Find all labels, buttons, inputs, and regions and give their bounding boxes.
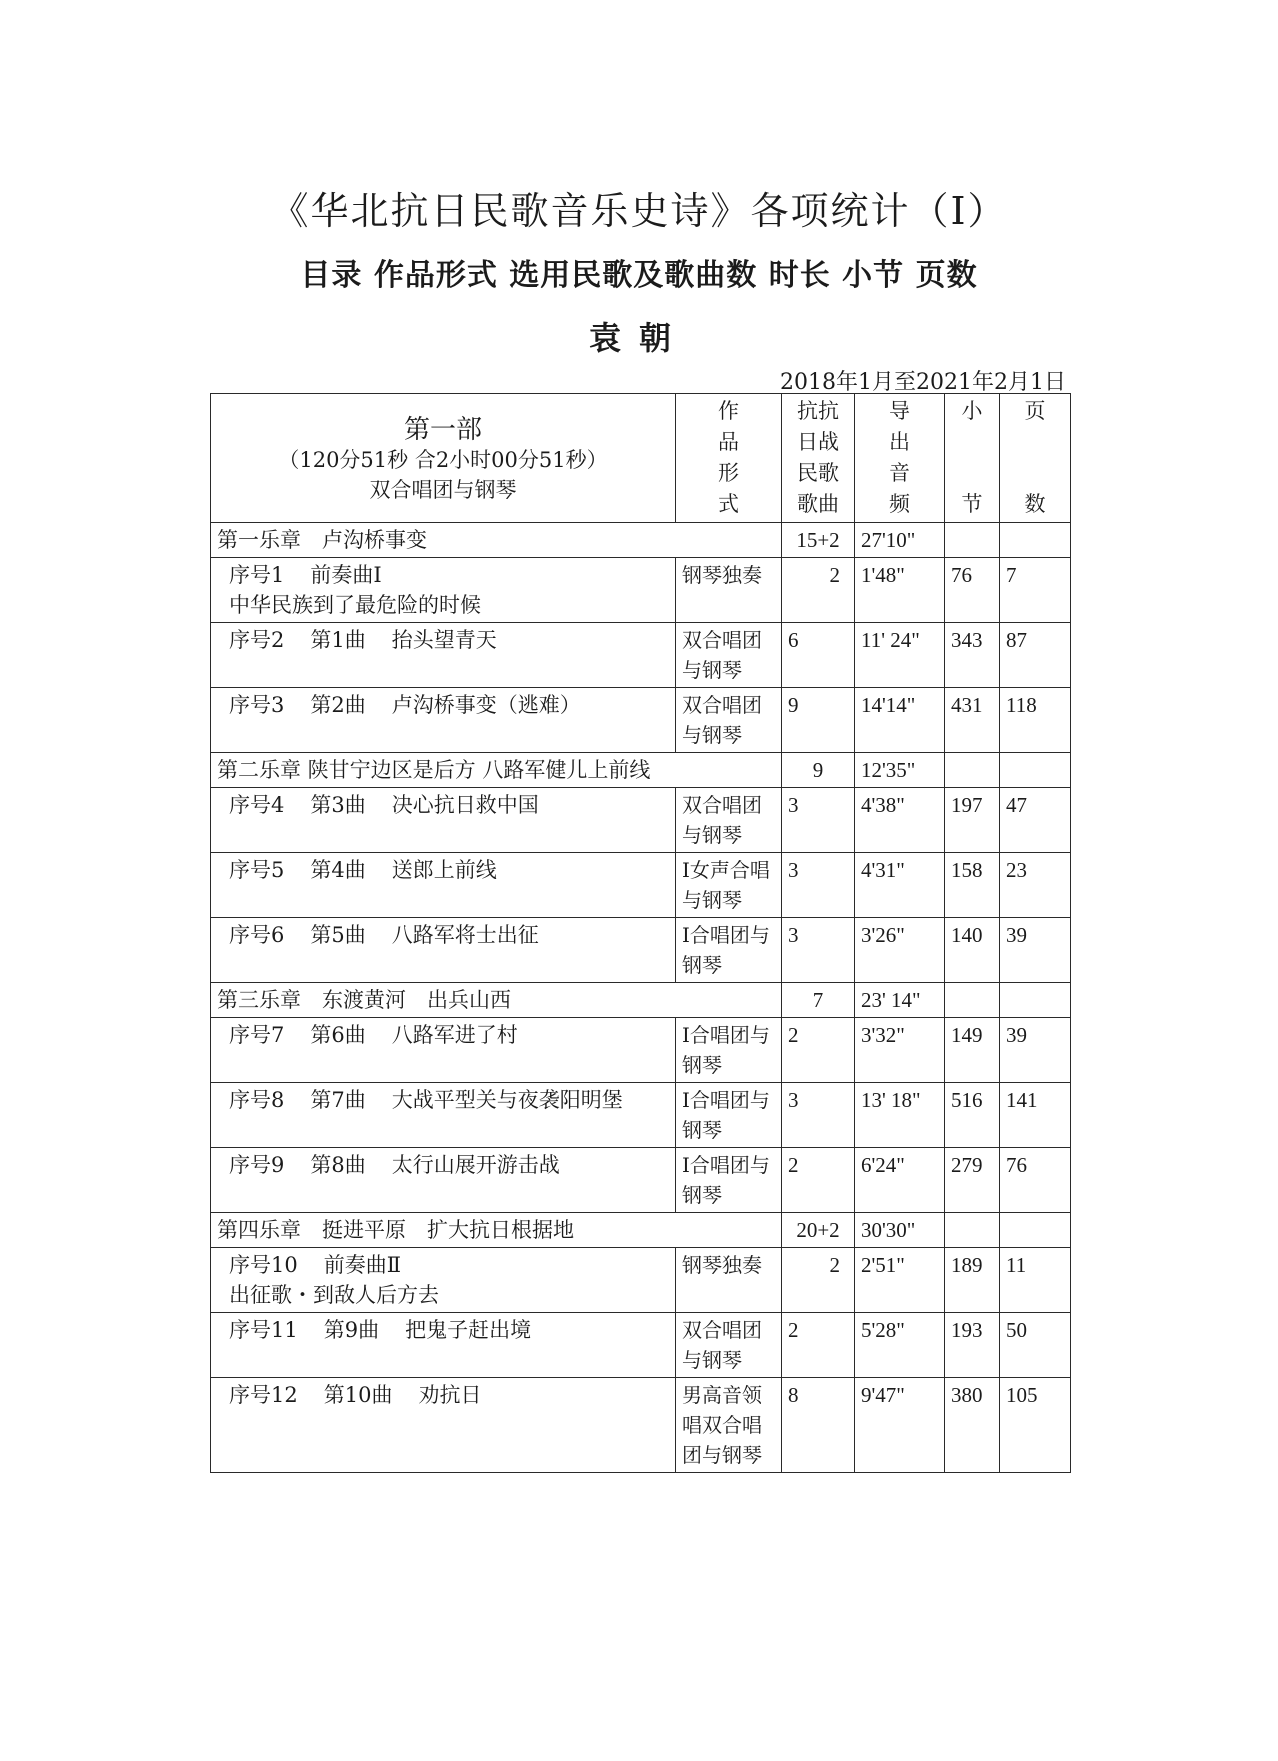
song-count: 2 — [782, 558, 855, 623]
song-bars: 189 — [945, 1248, 1000, 1313]
header-songs-line: 民歌 — [797, 461, 839, 485]
song-bars: 76 — [945, 558, 1000, 623]
song-pages: 50 — [1000, 1313, 1071, 1378]
song-count: 9 — [782, 688, 855, 753]
chapter-row — [211, 983, 1071, 1018]
song-name-cell — [211, 918, 676, 983]
header-form — [676, 394, 782, 523]
header-duration-char: 出 — [889, 430, 910, 454]
song-bars: 380 — [945, 1378, 1000, 1473]
song-count: 2 — [782, 1313, 855, 1378]
song-title: 太行山展开游击战 — [391, 1153, 560, 1177]
table-row — [211, 1083, 1071, 1148]
song-piece: 第4曲 — [310, 858, 366, 882]
chapter-title: 第二乐章 陕甘宁边区是后方 八路军健儿上前线 — [211, 753, 782, 788]
song-count: 2 — [782, 1248, 855, 1313]
song-seq: 序号3 — [229, 693, 285, 717]
song-name-cell — [211, 1018, 676, 1083]
header-pages — [1000, 394, 1071, 523]
song-duration: 4'31" — [855, 853, 945, 918]
song-seq: 序号1 — [229, 563, 285, 587]
song-piece: 第2曲 — [310, 693, 366, 717]
song-name-cell — [211, 1083, 676, 1148]
song-bars: 140 — [945, 918, 1000, 983]
table-row — [211, 1378, 1071, 1473]
header-duration — [855, 394, 945, 523]
table-row — [211, 1313, 1071, 1378]
song-title: 把鬼子赶出境 — [405, 1318, 532, 1342]
song-pages: 141 — [1000, 1083, 1071, 1148]
chapter-bars-empty — [945, 1213, 1000, 1248]
song-form: 双合唱团与钢琴 — [676, 623, 782, 688]
song-piece: 第7曲 — [310, 1088, 366, 1112]
song-duration: 1'48" — [855, 558, 945, 623]
song-name-cell — [211, 853, 676, 918]
chapter-pages-empty — [1000, 753, 1071, 788]
song-seq: 序号7 — [229, 1023, 285, 1047]
song-piece: 第1曲 — [310, 628, 366, 652]
chapter-title: 第一乐章 卢沟桥事变 — [211, 523, 782, 558]
table-row — [211, 558, 1071, 623]
header-bars-char: 小 — [961, 399, 983, 423]
table-row — [211, 1018, 1071, 1083]
song-piece: 第8曲 — [310, 1153, 366, 1177]
chapter-bars-empty — [945, 523, 1000, 558]
table-body — [211, 523, 1071, 1473]
song-count: 3 — [782, 1083, 855, 1148]
song-form: Ⅰ合唱团与钢琴 — [676, 1018, 782, 1083]
date-range: 2018年1月至2021年2月1日 — [780, 370, 1066, 395]
chapter-duration: 12'35" — [855, 753, 945, 788]
song-form: 男高音领唱双合唱团与钢琴 — [676, 1378, 782, 1473]
song-name-cell — [211, 1248, 676, 1313]
song-pages: 11 — [1000, 1248, 1071, 1313]
song-seq: 序号2 — [229, 628, 285, 652]
table-row — [211, 688, 1071, 753]
chapter-songs: 15+2 — [782, 523, 855, 558]
table-row — [211, 788, 1071, 853]
song-form: 钢琴独奏 — [676, 558, 782, 623]
header-songs-line: 日战 — [797, 430, 839, 454]
header-songs-line: 抗抗 — [797, 399, 839, 423]
part-title: 第一部 — [403, 415, 482, 445]
song-count: 6 — [782, 623, 855, 688]
song-duration: 6'24" — [855, 1148, 945, 1213]
chapter-row — [211, 523, 1071, 558]
song-title: 中华民族到了最危险的时候 — [229, 593, 481, 617]
header-bars-char: 节 — [961, 492, 983, 516]
chapter-duration: 23' 14" — [855, 983, 945, 1018]
song-count: 2 — [782, 1148, 855, 1213]
chapter-row — [211, 1213, 1071, 1248]
song-name-cell — [211, 623, 676, 688]
song-title: 抬头望青天 — [391, 628, 497, 652]
table-row — [211, 853, 1071, 918]
song-seq: 序号10 — [229, 1253, 298, 1277]
song-duration: 4'38" — [855, 788, 945, 853]
song-seq: 序号12 — [229, 1383, 298, 1407]
song-bars: 343 — [945, 623, 1000, 688]
header-songs — [782, 394, 855, 523]
song-pages: 76 — [1000, 1148, 1071, 1213]
table-row — [211, 918, 1071, 983]
song-seq: 序号4 — [229, 793, 285, 817]
header-row — [211, 394, 1071, 523]
song-count: 2 — [782, 1018, 855, 1083]
song-pages: 39 — [1000, 1018, 1071, 1083]
song-seq: 序号11 — [229, 1318, 298, 1342]
song-form: 双合唱团与钢琴 — [676, 788, 782, 853]
song-piece: 前奏曲Ⅰ — [310, 563, 382, 587]
song-bars: 431 — [945, 688, 1000, 753]
song-form: Ⅰ合唱团与钢琴 — [676, 1083, 782, 1148]
song-name-cell — [211, 1148, 676, 1213]
author-name: 袁朝 — [588, 319, 689, 357]
table-row — [211, 1248, 1071, 1313]
header-form-char: 式 — [718, 492, 739, 516]
song-form: 钢琴独奏 — [676, 1248, 782, 1313]
song-form: 双合唱团与钢琴 — [676, 1313, 782, 1378]
song-form: 双合唱团与钢琴 — [676, 688, 782, 753]
header-duration-char: 导 — [889, 399, 910, 423]
part-total-duration: （120分51秒 合2小时00分51秒） — [278, 448, 608, 472]
chapter-bars-empty — [945, 983, 1000, 1018]
song-pages: 23 — [1000, 853, 1071, 918]
song-form: Ⅰ合唱团与钢琴 — [676, 1148, 782, 1213]
song-bars: 158 — [945, 853, 1000, 918]
song-bars: 193 — [945, 1313, 1000, 1378]
song-pages: 118 — [1000, 688, 1071, 753]
chapter-row — [211, 753, 1071, 788]
song-title: 劝抗日 — [418, 1383, 482, 1407]
chapter-bars-empty — [945, 753, 1000, 788]
chapter-pages-empty — [1000, 983, 1071, 1018]
song-title: 出征歌・到敌人后方去 — [229, 1283, 439, 1307]
header-bars — [945, 394, 1000, 523]
song-pages: 87 — [1000, 623, 1071, 688]
song-name-cell — [211, 688, 676, 753]
chapter-pages-empty — [1000, 1213, 1071, 1248]
header-part — [211, 394, 676, 523]
song-seq: 序号8 — [229, 1088, 285, 1112]
song-duration: 3'32" — [855, 1018, 945, 1083]
chapter-pages-empty — [1000, 523, 1071, 558]
part-ensemble: 双合唱团与钢琴 — [369, 478, 517, 502]
document-subtitle: 目录 作品形式 选用民歌及歌曲数 时长 小节 页数 — [300, 258, 978, 293]
song-count: 8 — [782, 1378, 855, 1473]
song-duration: 2'51" — [855, 1248, 945, 1313]
song-duration: 11' 24" — [855, 623, 945, 688]
song-bars: 516 — [945, 1083, 1000, 1148]
song-bars: 149 — [945, 1018, 1000, 1083]
song-duration: 14'14" — [855, 688, 945, 753]
statistics-table — [210, 393, 1071, 1473]
song-seq: 序号5 — [229, 858, 285, 882]
song-name-cell — [211, 558, 676, 623]
song-bars: 279 — [945, 1148, 1000, 1213]
header-form-char: 作 — [718, 399, 739, 423]
song-name-cell — [211, 1313, 676, 1378]
song-pages: 105 — [1000, 1378, 1071, 1473]
song-pages: 7 — [1000, 558, 1071, 623]
song-title: 送郎上前线 — [391, 858, 497, 882]
song-form: Ⅰ女声合唱与钢琴 — [676, 853, 782, 918]
chapter-duration: 27'10" — [855, 523, 945, 558]
header-pages-char: 数 — [1024, 492, 1046, 516]
header-songs-line: 歌曲 — [797, 492, 839, 516]
header-duration-char: 频 — [889, 492, 910, 516]
song-duration: 3'26" — [855, 918, 945, 983]
table-row — [211, 623, 1071, 688]
song-piece: 第5曲 — [310, 923, 366, 947]
song-piece: 第6曲 — [310, 1023, 366, 1047]
song-duration: 9'47" — [855, 1378, 945, 1473]
song-pages: 47 — [1000, 788, 1071, 853]
song-form: Ⅰ合唱团与钢琴 — [676, 918, 782, 983]
song-title: 八路军进了村 — [391, 1023, 518, 1047]
song-title: 八路军将士出征 — [391, 923, 539, 947]
header-pages-char: 页 — [1024, 399, 1046, 423]
song-piece: 前奏曲Ⅱ — [323, 1253, 402, 1277]
song-duration: 13' 18" — [855, 1083, 945, 1148]
song-title: 决心抗日救中国 — [391, 793, 539, 817]
song-seq: 序号9 — [229, 1153, 285, 1177]
song-bars: 197 — [945, 788, 1000, 853]
song-piece: 第3曲 — [310, 793, 366, 817]
song-duration: 5'28" — [855, 1313, 945, 1378]
song-pages: 39 — [1000, 918, 1071, 983]
table-row — [211, 1148, 1071, 1213]
song-name-cell — [211, 788, 676, 853]
chapter-songs: 9 — [782, 753, 855, 788]
chapter-title: 第三乐章 东渡黄河 出兵山西 — [211, 983, 782, 1018]
song-seq: 序号6 — [229, 923, 285, 947]
song-count: 3 — [782, 918, 855, 983]
song-name-cell — [211, 1378, 676, 1473]
chapter-title: 第四乐章 挺进平原 扩大抗日根据地 — [211, 1213, 782, 1248]
header-duration-char: 音 — [889, 461, 910, 485]
header-form-char: 品 — [718, 430, 739, 454]
document-title: 《华北抗日民歌音乐史诗》各项统计（Ⅰ） — [270, 189, 1008, 233]
header-form-char: 形 — [718, 461, 739, 485]
song-piece: 第10曲 — [323, 1383, 393, 1407]
chapter-songs: 7 — [782, 983, 855, 1018]
chapter-songs: 20+2 — [782, 1213, 855, 1248]
song-title: 大战平型关与夜袭阳明堡 — [391, 1088, 623, 1112]
chapter-duration: 30'30" — [855, 1213, 945, 1248]
song-count: 3 — [782, 853, 855, 918]
song-count: 3 — [782, 788, 855, 853]
song-title: 卢沟桥事变（逃难） — [391, 693, 581, 717]
song-piece: 第9曲 — [323, 1318, 380, 1342]
